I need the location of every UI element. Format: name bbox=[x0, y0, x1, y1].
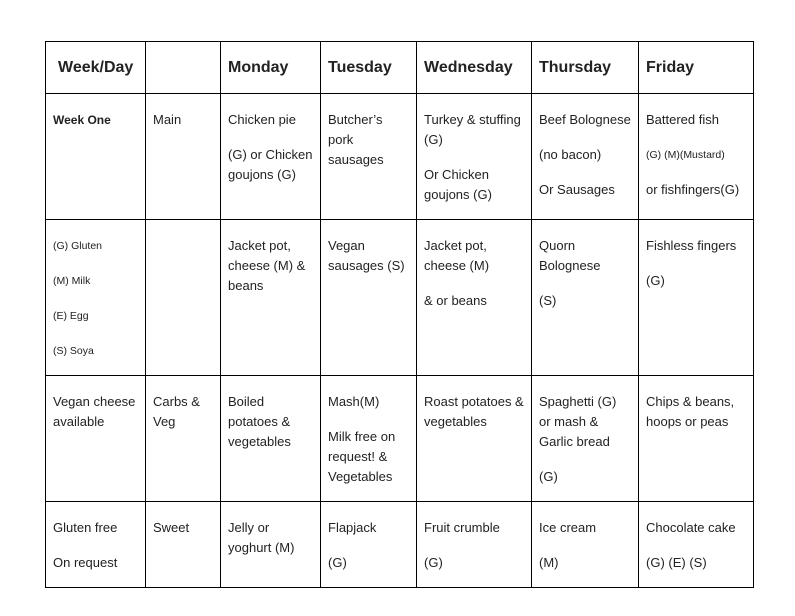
cell-category bbox=[146, 502, 221, 588]
cell-text-line: (no bacon) bbox=[539, 147, 602, 162]
line-spacer bbox=[424, 276, 524, 291]
cell-text-line: Vegan sausages (S) bbox=[328, 238, 405, 273]
line-spacer bbox=[539, 165, 631, 180]
table-row bbox=[46, 376, 754, 502]
header-week-day: Week/Day bbox=[46, 42, 146, 94]
cell-text-line: Mash(M) bbox=[328, 394, 380, 409]
cell-wednesday bbox=[417, 502, 532, 588]
cell-text-line: (G) Gluten bbox=[53, 240, 103, 252]
line-spacer bbox=[539, 130, 631, 145]
cell-text-line: Week One bbox=[53, 113, 111, 127]
cell-text-line: & or beans bbox=[424, 293, 487, 308]
cell-text-line: Chicken pie bbox=[228, 112, 296, 127]
header-blank bbox=[146, 42, 221, 94]
cell-text-line: Butcher’s pork sausages bbox=[328, 112, 384, 167]
line-spacer bbox=[328, 412, 409, 427]
header-friday: Friday bbox=[639, 42, 754, 94]
cell-text-line: Chocolate cake bbox=[646, 520, 736, 535]
cell-friday bbox=[639, 502, 754, 588]
cell-text-line: Battered fish bbox=[646, 112, 719, 127]
cell-thursday bbox=[532, 376, 639, 502]
cell-text-line: (G) or Chicken goujons (G) bbox=[228, 147, 313, 182]
cell-text-line: Milk free on request! & Vegetables bbox=[328, 429, 396, 484]
cell-thursday bbox=[532, 94, 639, 220]
header-thursday: Thursday bbox=[532, 42, 639, 94]
cell-text-line: Quorn Bolognese bbox=[539, 238, 601, 273]
cell-note bbox=[46, 376, 146, 502]
cell-text-line: Jacket pot, cheese (M) bbox=[424, 238, 490, 273]
cell-text-line: or fishfingers(G) bbox=[646, 182, 740, 197]
cell-text-line: (S) Soya bbox=[53, 345, 94, 357]
cell-text-line: (G) (M)(Mustard) bbox=[646, 149, 725, 161]
cell-tuesday bbox=[321, 220, 417, 376]
cell-text-line: Ice cream bbox=[539, 520, 597, 535]
cell-text-line: (E) Egg bbox=[53, 310, 89, 322]
cell-thursday bbox=[532, 502, 639, 588]
cell-category bbox=[146, 376, 221, 502]
cell-monday bbox=[221, 220, 321, 376]
cell-text-line: Spaghetti (G) or mash & Garlic bread bbox=[539, 394, 617, 449]
cell-week-one bbox=[46, 94, 146, 220]
line-spacer bbox=[53, 326, 138, 341]
cell-friday bbox=[639, 94, 754, 220]
cell-text-line: Or Sausages bbox=[539, 182, 615, 197]
table-row bbox=[46, 94, 754, 220]
cell-friday bbox=[639, 376, 754, 502]
cell-text-line: (M) Milk bbox=[53, 275, 91, 287]
line-spacer bbox=[424, 150, 524, 165]
line-spacer bbox=[646, 130, 746, 145]
cell-text-line: (G) bbox=[328, 555, 347, 570]
cell-allergen-key bbox=[46, 220, 146, 376]
cell-wednesday bbox=[417, 94, 532, 220]
line-spacer bbox=[53, 256, 138, 271]
cell-monday bbox=[221, 94, 321, 220]
line-spacer bbox=[53, 291, 138, 306]
header-monday: Monday bbox=[221, 42, 321, 94]
cell-text-line: Beef Bolognese bbox=[539, 112, 631, 127]
cell-text-line: Sweet bbox=[153, 520, 190, 535]
cell-text-line: Jacket pot, cheese (M) & beans bbox=[228, 238, 306, 293]
line-spacer bbox=[539, 538, 631, 553]
header-wednesday: Wednesday bbox=[417, 42, 532, 94]
cell-text-line: Fishless fingers bbox=[646, 238, 737, 253]
cell-monday bbox=[221, 376, 321, 502]
cell-monday bbox=[221, 502, 321, 588]
line-spacer bbox=[539, 276, 631, 291]
cell-text-line: Roast potatoes & vegetables bbox=[424, 394, 524, 429]
cell-text-line: (G) (E) (S) bbox=[646, 555, 707, 570]
cell-text-line: (M) bbox=[539, 555, 559, 570]
cell-wednesday bbox=[417, 376, 532, 502]
line-spacer bbox=[53, 538, 138, 553]
line-spacer bbox=[228, 130, 313, 145]
line-spacer bbox=[646, 538, 746, 553]
line-spacer bbox=[646, 165, 746, 180]
cell-wednesday bbox=[417, 220, 532, 376]
cell-category bbox=[146, 94, 221, 220]
cell-text-line: Fruit crumble bbox=[424, 520, 500, 535]
line-spacer bbox=[539, 452, 631, 467]
line-spacer bbox=[328, 538, 409, 553]
cell-category bbox=[146, 220, 221, 376]
cell-thursday bbox=[532, 220, 639, 376]
cell-tuesday bbox=[321, 94, 417, 220]
cell-text-line: Turkey & stuffing (G) bbox=[424, 112, 521, 147]
cell-text-line: Main bbox=[153, 112, 182, 127]
cell-text-line: Boiled potatoes & vegetables bbox=[228, 394, 291, 449]
header-tuesday: Tuesday bbox=[321, 42, 417, 94]
cell-text-line: Gluten free bbox=[53, 520, 118, 535]
line-spacer bbox=[153, 236, 213, 251]
cell-friday bbox=[639, 220, 754, 376]
line-spacer bbox=[424, 538, 524, 553]
cell-text-line: (S) bbox=[539, 293, 557, 308]
table-row bbox=[46, 220, 754, 376]
cell-text-line: (G) bbox=[646, 273, 665, 288]
cell-note bbox=[46, 502, 146, 588]
cell-text-line: Vegan cheese available bbox=[53, 394, 136, 429]
cell-tuesday bbox=[321, 502, 417, 588]
header-row bbox=[46, 42, 754, 94]
cell-text-line: Chips & beans, hoops or peas bbox=[646, 394, 735, 429]
cell-text-line: Flapjack bbox=[328, 520, 377, 535]
line-spacer bbox=[646, 256, 746, 271]
table-row bbox=[46, 502, 754, 588]
cell-text-line: (G) bbox=[539, 469, 558, 484]
cell-tuesday bbox=[321, 376, 417, 502]
cell-text-line: (G) bbox=[424, 555, 443, 570]
cell-text-line: Carbs & Veg bbox=[153, 394, 200, 429]
menu-table bbox=[45, 41, 754, 588]
cell-text-line: Or Chicken goujons (G) bbox=[424, 167, 492, 202]
cell-text-line: On request bbox=[53, 555, 118, 570]
cell-text-line: Jelly or yoghurt (M) bbox=[228, 520, 295, 555]
